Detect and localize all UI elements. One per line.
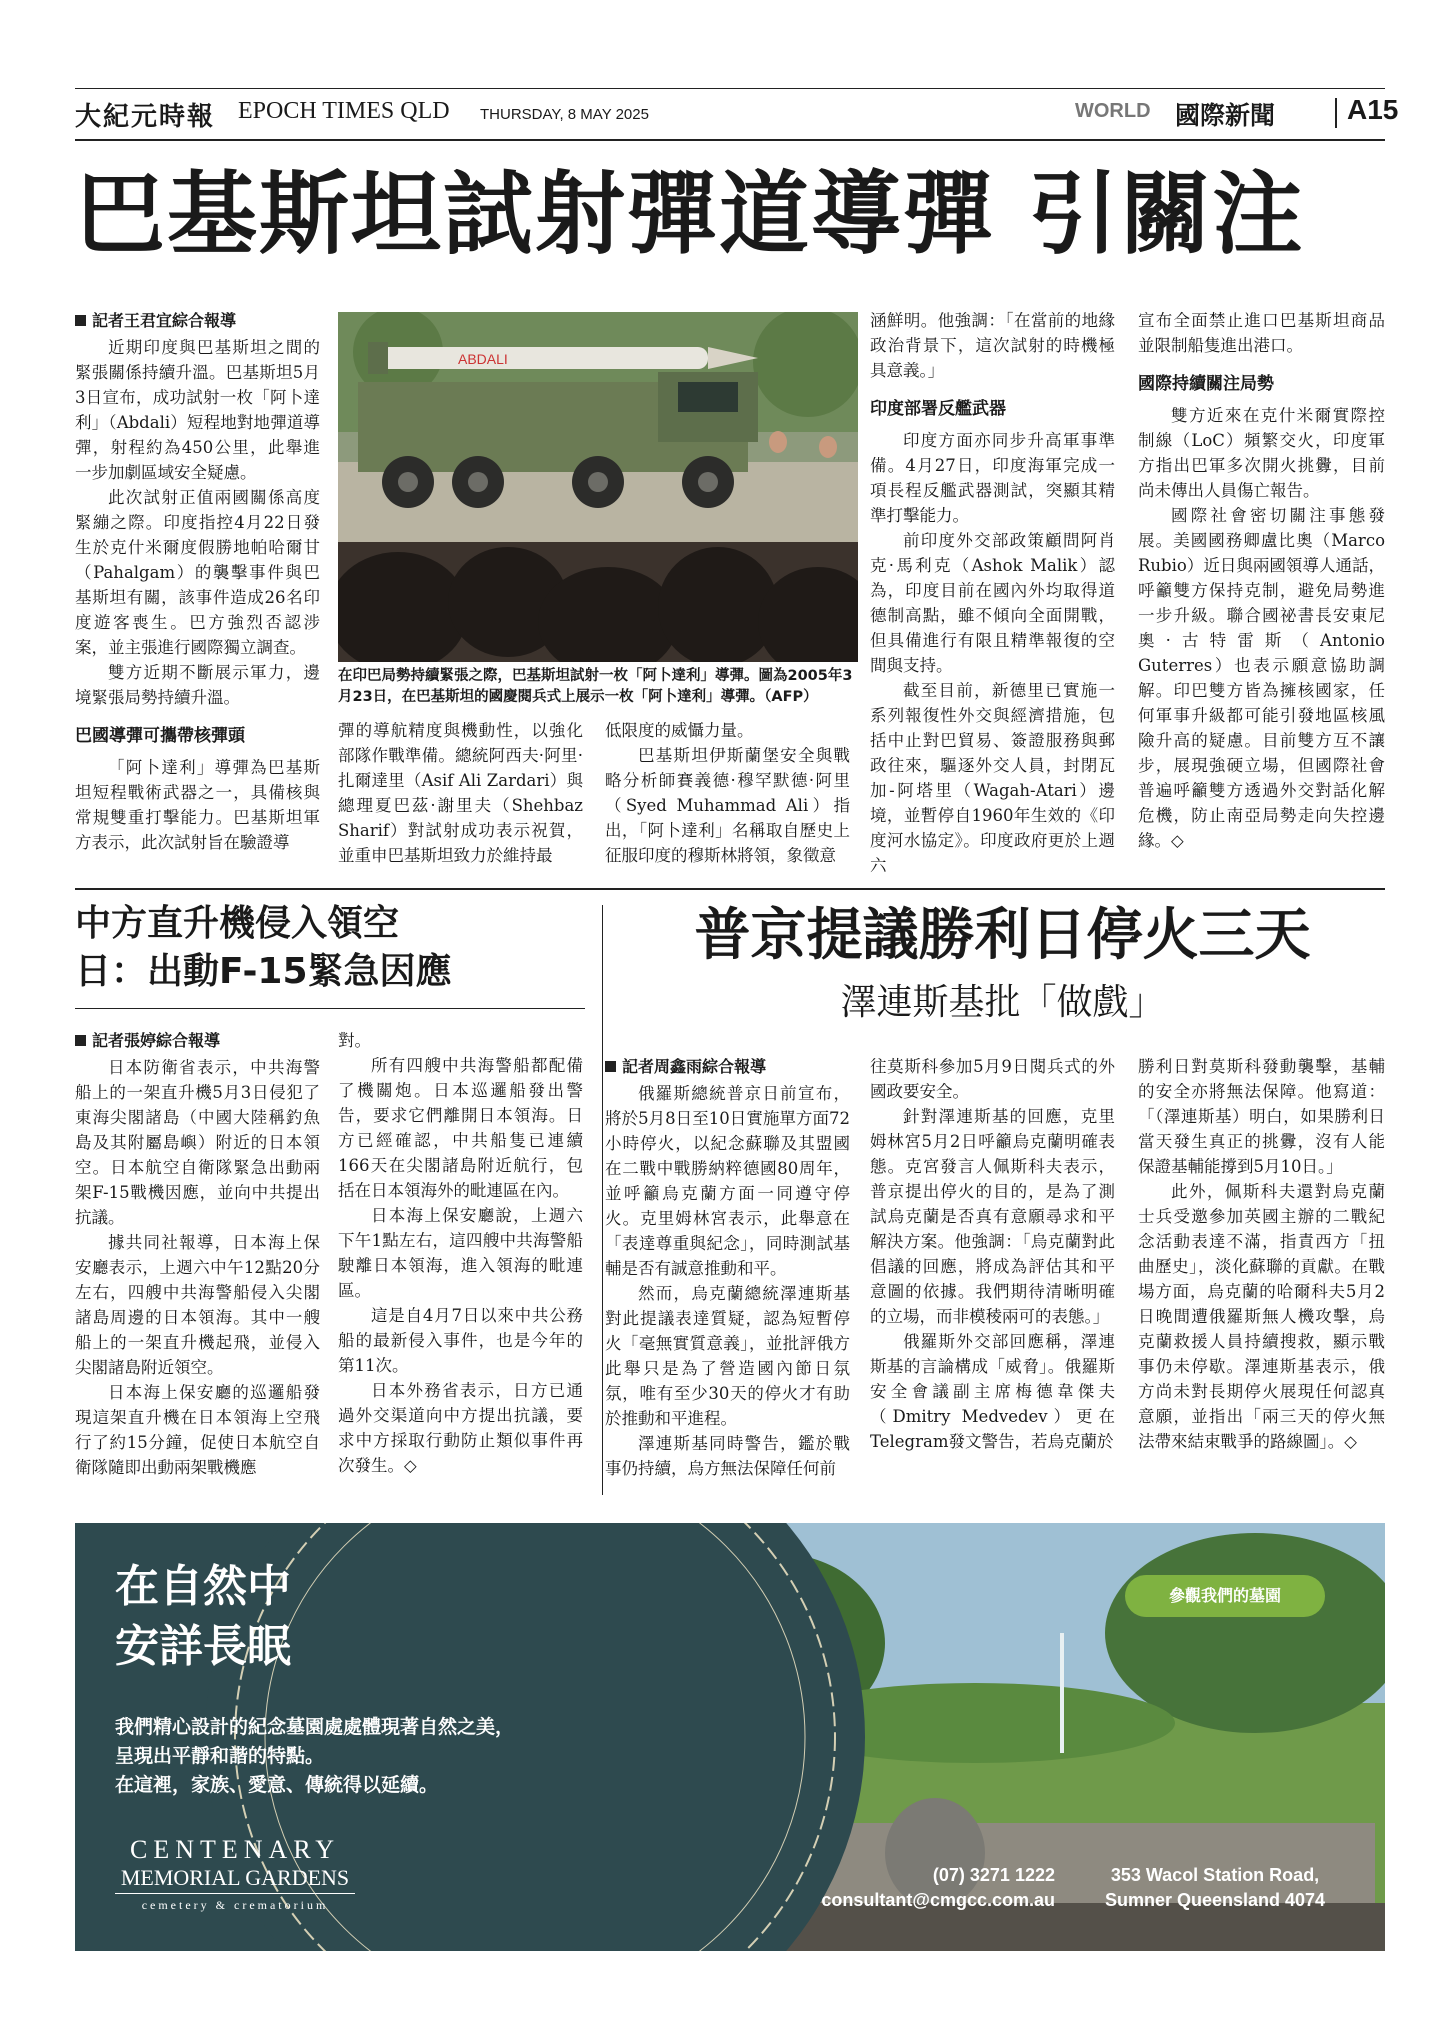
ad-body [115,1713,514,1800]
cemetery-advertisement [75,1523,1385,1951]
ad-title-line2: 安詳長眠 [115,1621,291,1672]
paragraph: 彈的導航精度與機動性，以強化部隊作戰準備。總統阿西夫·阿里·扎爾達里（Asif Ali Zardari）與總理夏巴茲·謝里夫（Shehbaz Sharif）對試射成功表示祝賀，並重申巴基斯坦致力於維持最 [338,721,583,865]
paragraph: 涵鮮明。他強調：「在當前的地緣政治背景下，這次試射的時機極具意義。」 [870,311,1115,380]
masthead-paper-name: EPOCH TIMES QLD [238,98,450,124]
ad-title [115,1557,291,1677]
paragraph: 往莫斯科參加5月9日閱兵式的外國政要安全。 [870,1057,1115,1101]
paragraph: 日本防衛省表示，中共海警船上的一架直升機5月3日侵犯了東海尖閣諸島（中國大陸稱釣魚島及其附屬島嶼）附近的日本領空。日本航空自衛隊緊急出動兩架F-15戰機因應，並向中共提出抗議。 [75,1058,320,1227]
ad-contact [675,1863,1055,1913]
main-column-3 [605,718,850,878]
ad-title-line1: 在自然中 [115,1561,291,1612]
masthead-logo: 大紀元時報 [75,102,216,132]
paragraph: 然而，烏克蘭總統澤連斯基對此提議表達質疑，認為短暫停火「毫無實質意義」，並批評俄方此舉只是為了營造國內節日氛氛，唯有至少30天的停火才有助於推動和平進程。 [605,1284,850,1428]
story3-subheadline: 澤連斯基批「做戲」 [840,982,1165,1023]
paragraph: 印度方面亦同步升高軍事準備。4月27日，印度海軍完成一項長程反艦武器測試，突顯其精準打擊能力。 [870,431,1115,525]
paragraph: 「阿卜達利」導彈為巴基斯坦短程戰術武器之一，具備核與常規雙重打擊能力。巴基斯坦軍方表示，此次試射旨在驗證導 [75,758,320,852]
story2-headline [75,900,595,996]
masthead-rule [75,139,1385,141]
top-rule [75,88,1385,89]
paragraph: 截至目前，新德里已實施一系列報復性外交與經濟措施，包括中止對巴貿易、簽證服務與郵政往來，驅逐外交人員，封閉瓦加-阿塔里（Wagah-Atari）邊境，並暫停自1960年生效的《印度河水協定》。印度政府更於上週六 [870,681,1115,875]
paragraph: 對。 [338,1031,371,1050]
ad-body-line: 呈現出平靜和諧的特點。 [115,1745,325,1767]
paragraph: 此外，佩斯科夫還對烏克蘭士兵受邀參加英國主辦的二戰紀念活動表達不滿，指責西方「扭曲歷史」，淡化蘇聯的貢獻。在戰場方面，烏克蘭的哈爾科夫5月2日晚間遭俄羅斯無人機攻擊，烏克蘭救援人員持續搜救，顯示戰事仍未停歇。澤連斯基表示，俄方尚未對長期停火展現任何認真意願，並指出「兩三天的停火無法帶來結束戰爭的路線圖」。◇ [1138,1182,1385,1451]
subheading: 國際持續關注局勢 [1138,374,1274,394]
svg-text:ABDALI: ABDALI [458,351,508,367]
story2-headline-line2: 日：出動F-15緊急因應 [75,951,452,992]
paragraph: 巴基斯坦伊斯蘭堡安全與戰略分析師賽義德·穆罕默德·阿里（Syed Muhammad Ali）指出，「阿卜達利」名稱取自歷史上征服印度的穆斯林將領，象徵意 [605,746,850,865]
story3-column-3 [1138,1054,1385,1499]
ad-email[interactable]: consultant@cmgcc.com.au [821,1890,1055,1910]
paragraph: 日本海上保安廳的巡邏船發現這架直升機在日本領海上空飛行了約15分鐘，促使日本航空自衛隊隨即出動兩架戰機應 [75,1383,320,1477]
masthead-date: THURSDAY, 8 MAY 2025 [480,106,649,123]
ad-address-line1: 353 Wacol Station Road, [1110,1865,1320,1885]
story2-column-2 [338,1028,583,1498]
paragraph: 日本外務省表示，日方已通過外交渠道向中方提出抗議，要求中方採取行動防止類似事件再次發生。◇ [338,1381,583,1475]
paragraph: 低限度的威懾力量。 [605,721,754,740]
paragraph: 前印度外交部政策顧問阿肖克·馬利克（Ashok Malik）認為，印度目前在國內外均取得道德制高點，雖不傾向全面開戰，但具備進行有限且精準報復的空間與支持。 [870,531,1115,675]
paragraph: 俄羅斯總統普京日前宣布，將於5月8日至10日實施單方面72小時停火，以紀念蘇聯及其盟國在二戰中戰勝納粹德國80周年，並呼籲烏克蘭方面一同遵守停火。克里姆林宮表示，此舉意在「表達尊重與紀念」，同時測試基輔是否有誠意推動和平。 [605,1084,850,1278]
byline-square-icon [75,1035,86,1046]
ad-body-line: 我們精心設計的紀念墓園處處體現著自然之美， [115,1716,515,1738]
ad-address-line2: Sumner Queensland 4074 [1104,1890,1326,1910]
photo-caption: 在印巴局勢持續緊張之際，巴基斯坦試射一枚「阿卜達利」導彈。圖為2005年3月23日，在巴基斯坦的國慶閱兵式上展示一枚「阿卜達利」導彈。（AFP） [338,668,853,705]
ad-body-line: 在這裡，家族、愛意、傳統得以延續。 [115,1774,439,1796]
missile-photo [338,312,858,662]
main-column-5 [1138,308,1385,878]
brand-line1: CENTENARY [130,1835,340,1864]
ad-brand-logo [115,1835,355,1913]
section-label-en: WORLD [1075,100,1151,122]
story2-rule [75,1008,585,1009]
paragraph: 針對澤連斯基的回應，克里姆林宮5月2日呼籲烏克蘭明確表態。克宮發言人佩斯科夫表示，普京提出停火的目的，是為了測試烏克蘭是否真有意願尋求和平解決方案。他強調：「烏克蘭對此倡議的回應，將成為評估其和平意圖的依據。我們期待清晰明確的立場，而非模稜兩可的表態。」 [870,1107,1115,1326]
story3-headline: 普京提議勝利日停火三天 [694,903,1311,968]
byline: 記者周鑫雨綜合報導 [605,1054,850,1079]
paragraph: 澤連斯基同時警告，鑑於戰事仍持續，烏方無法保障任何前 [605,1434,850,1478]
paragraph: 雙方近期不斷展示軍力，邊境緊張局勢持續升溫。 [75,663,320,707]
visit-gardens-button[interactable]: 參觀我們的墓園 [1125,1575,1325,1617]
paragraph: 這是自4月7日以來中共公務船的最新侵入事件，也是今年的第11次。 [338,1306,583,1375]
subheading: 巴國導彈可攜帶核彈頭 [75,726,245,746]
byline-square-icon [75,315,86,326]
paragraph: 日本海上保安廳說，上週六下午1點左右，這四艘中共海警船駛離日本領海，進入領海的毗連區。 [338,1206,583,1300]
ad-address [1075,1863,1355,1913]
byline-square-icon [605,1061,616,1072]
byline: 記者張婷綜合報導 [75,1028,320,1053]
story2-headline-line1: 中方直升機侵入領空 [75,903,400,944]
paragraph: 宣布全面禁止進口巴基斯坦商品並限制船隻進出港口。 [1138,311,1385,355]
paragraph: 據共同社報導，日本海上保安廳表示，上週六中午12點20分左右，四艘中共海警船侵入尖閣諸島周邊的日本領海。其中一艘船上的一架直升機起飛，並侵入尖閣諸島附近領空。 [75,1233,320,1377]
divider [1335,98,1337,128]
paragraph: 俄羅斯外交部回應稱，澤連斯基的言論構成「威脅」。俄羅斯安全會議副主席梅德韋傑夫（Dmitry Medvedev）更在Telegram發文警告，若烏克蘭於 [870,1332,1115,1451]
page-number: A15 [1347,94,1399,125]
paragraph: 雙方近來在克什米爾實際控制線（LoC）頻繁交火，印度軍方指出巴軍多次開火挑釁，目前尚未傳出人員傷亡報告。 [1138,406,1385,500]
byline: 記者王君宜綜合報導 [75,308,320,333]
main-column-4 [870,308,1115,878]
paragraph: 此次試射正值兩國關係高度緊繃之際。印度指控4月22日發生於克什米爾度假勝地帕哈爾甘（Pahalgam）的襲擊事件與巴基斯坦有關，該事件造成26名印度遊客喪生。巴方強烈否認涉案，並主張進行國際獨立調查。 [75,488,320,657]
story3-column-1 [605,1054,850,1499]
subheading: 印度部署反艦武器 [870,399,1006,419]
paragraph: 近期印度與巴基斯坦之間的緊張關係持續升溫。巴基斯坦5月3日宣布，成功試射一枚「阿卜達利」（Abdali）短程地對地彈道導彈，射程約為450公里，此舉進一步加劇區域安全疑慮。 [75,338,320,482]
section-label-zh: 國際新聞 [1175,101,1276,130]
story-divider [602,905,603,1495]
main-column-1 [75,308,320,873]
paragraph: 勝利日對莫斯科發動襲擊，基輔的安全亦將無法保障。他寫道：「（澤連斯基）明白，如果勝利日當天發生真正的挑釁，沒有人能保證基輔能撐到5月10日。」 [1138,1057,1385,1176]
story3-column-2 [870,1054,1115,1499]
page-headline: 巴基斯坦試射彈道導彈 引關注 [75,162,1305,267]
brand-line3: cemetery & crematorium [141,1898,329,1912]
main-column-2 [338,718,583,878]
paragraph: 所有四艘中共海警船都配備了機關炮。日本巡邏船發出警告，要求它們離開日本領海。日方已經確認，中共船隻已連續166天在尖閣諸島附近航行，包括在日本領海外的毗連區在內。 [338,1056,583,1200]
section-rule [75,888,1385,890]
story2-column-1 [75,1028,320,1498]
ad-phone[interactable]: (07) 3271 1222 [932,1865,1055,1885]
brand-line2: MEMORIAL GARDENS [115,1865,355,1894]
paragraph: 國際社會密切關注事態發展。美國國務卿盧比奧（Marco Rubio）近日與兩國領導人通話，呼籲雙方保持克制，避免局勢進一步升級。聯合國祕書長安東尼奧·古特雷斯（Antonio Guterres）也表示願意協助調解。印巴雙方皆為擁核國家，任何軍事升級都可能引發地區核風險升高的疑慮。目前雙方互不讓步，展現強硬立場，但國際社會普遍呼籲雙方透過外交對話化解危機，防止南亞局勢走向失控邊緣。◇ [1138,506,1385,850]
masthead [75,92,1399,136]
